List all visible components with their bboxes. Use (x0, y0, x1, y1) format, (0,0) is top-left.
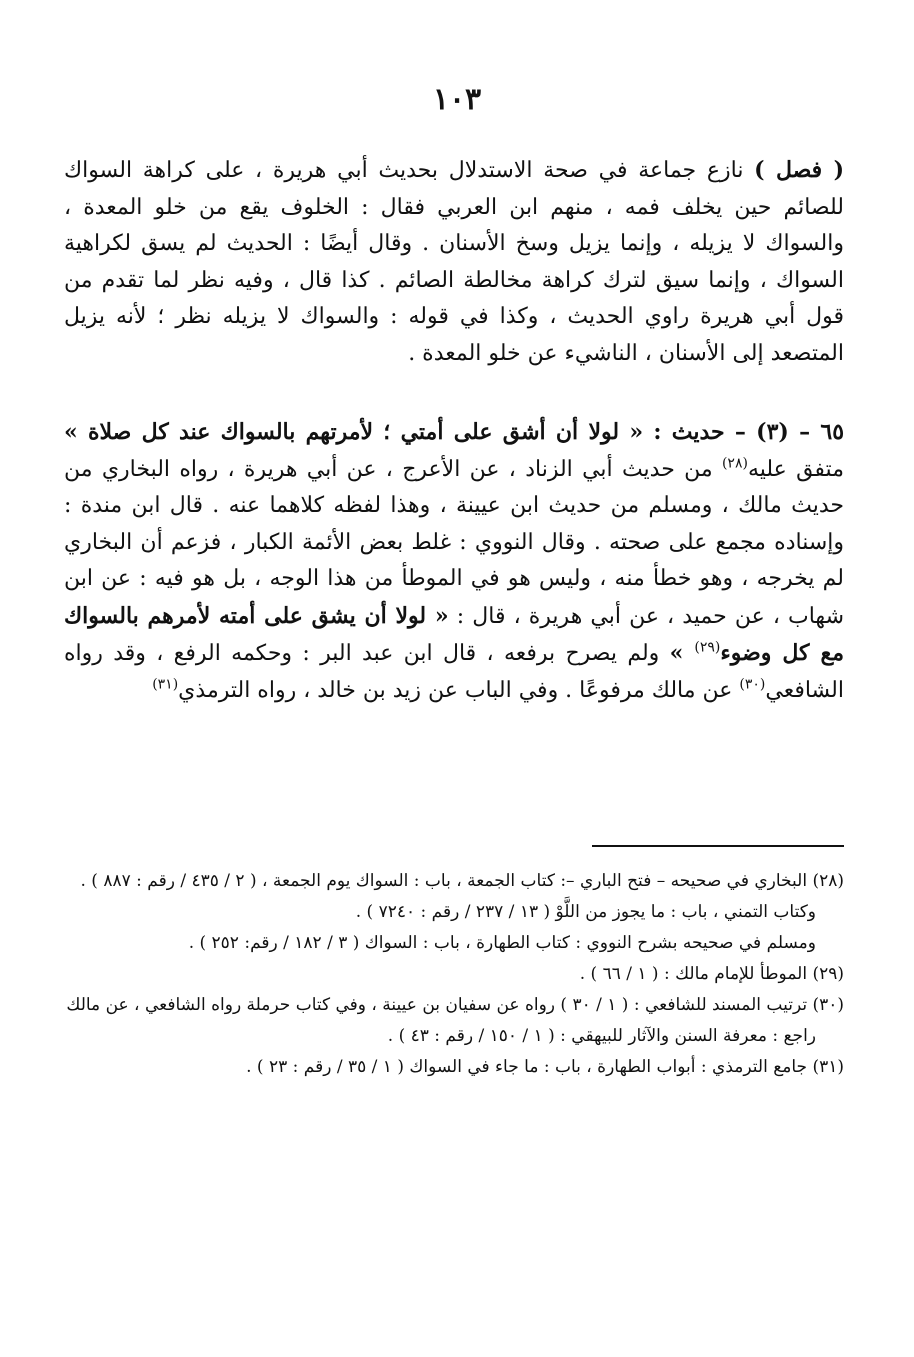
footnote-30: (٣٠) ترتيب المسند للشافعي : ( ١ / ٣٠ ) رواه عن سفيان بن عيينة ، وفي كتاب حرملة رواه الشافعي ، عن مالك (66, 995, 844, 1015)
footnote-divider (592, 845, 844, 847)
footnote-28-cont-2: ومسلم في صحيحه بشرح النووي : كتاب الطهارة ، باب : السواك ( ٣ / ١٨٢ / رقم: ٢٥٢ ) . (188, 933, 816, 953)
footnote-ref-30[interactable]: (٣٠) (739, 676, 766, 693)
footnotes (64, 866, 844, 1083)
footnote-28: (٢٨) البخاري في صحيحه – فتح الباري –: كتاب الجمعة ، باب : السواك يوم الجمعة ، ( ٢ / ٤٣٥ / رقم : ٨٨٧ ) . (80, 871, 844, 891)
hadith-quote-close: » (669, 640, 695, 666)
paragraph-fasl (64, 152, 844, 372)
hadith-heading: ٦٥ – (٣) – حديث : « لولا أن أشق على أمتي ؛ لأمرتهم بالسواك عند كل صلاة » (64, 419, 845, 445)
section-heading-fasl: ( فصل ) (754, 157, 844, 183)
paragraph-fasl-text: نازع جماعة في صحة الاستدلال بحديث أبي هريرة ، على كراهة السواك للصائم حين يخلف فمه ، منهم ابن العربي فقال : الخلوف يقع من خلو المعدة ، والسواك لا يزيله ، وإنما يزيل وسخ الأسنان . وقال أيضًا : الحديث لم يسق لكراهية السواك ، وإنما سيق لترك كراهة مخالطة الصائم . كذا قال ، وفيه نظر لما تقدم من قول أبي هريرة راوي الحديث ، وكذا في قوله : والسواك لا يزيله نظر ؛ لأنه يزيل المتصعد إلى الأسنان ، الناشيء عن خلو المعدة . (64, 158, 844, 366)
footnote-28-cont-1: وكتاب التمني ، باب : ما يجوز من اللَّوْ ( ١٣ / ٢٣٧ / رقم : ٧٢٤٠ ) . (355, 902, 816, 922)
footnote-30-cont: راجع : معرفة السنن والآثار للبيهقي : ( ١ / ١٥٠ / رقم : ٤٣ ) . (387, 1026, 816, 1046)
hadith-text-1: متفق عليه (747, 456, 844, 482)
hadith-text-3: ولم يصرح برفعه ، قال ابن عبد البر : وحكمه الرفع ، وقد رواه الشافعي (64, 641, 844, 703)
footnote-31: (٣١) جامع الترمذي : أبواب الطهارة ، باب : ما جاء في السواك ( ١ / ٣٥ / رقم : ٢٣ ) . (246, 1057, 844, 1077)
hadith-quote-bold: « لولا أن يشق على أمته لأمرهم بالسواك مع كل وضوء (64, 602, 844, 666)
hadith-text-4: عن مالك مرفوعًا . وفي الباب عن زيد بن خالد ، رواه الترمذي (178, 677, 740, 703)
footnote-ref-29[interactable]: (٢٩) (694, 639, 721, 656)
footnote-29: (٢٩) الموطأ للإمام مالك : ( ١ / ٦٦ ) . (579, 964, 844, 984)
footnote-ref-28[interactable]: (٢٨) (721, 455, 748, 472)
hadith-text-2: من حديث أبي الزناد ، عن الأعرج ، عن أبي هريرة ، رواه البخاري من حديث مالك ، ومسلم من حديث ابن عيينة ، وهذا لفظه كلاهما عنه . قال ابن مندة : وإسناده مجمع على صحته . وقال النووي : غلط بعض الأئمة الكبار ، فزعم أن البخاري لم يخرجه ، وهو خطأ منه ، وليس هو في الموطأ من هذا الوجه ، بل هو فيه : عن ابن شهاب ، عن حميد ، عن أبي هريرة ، قال : (64, 456, 845, 629)
footnote-ref-31[interactable]: (٣١) (152, 676, 179, 693)
paragraph-hadith-65 (64, 414, 844, 709)
page-number: ١٠٣ (432, 82, 482, 117)
